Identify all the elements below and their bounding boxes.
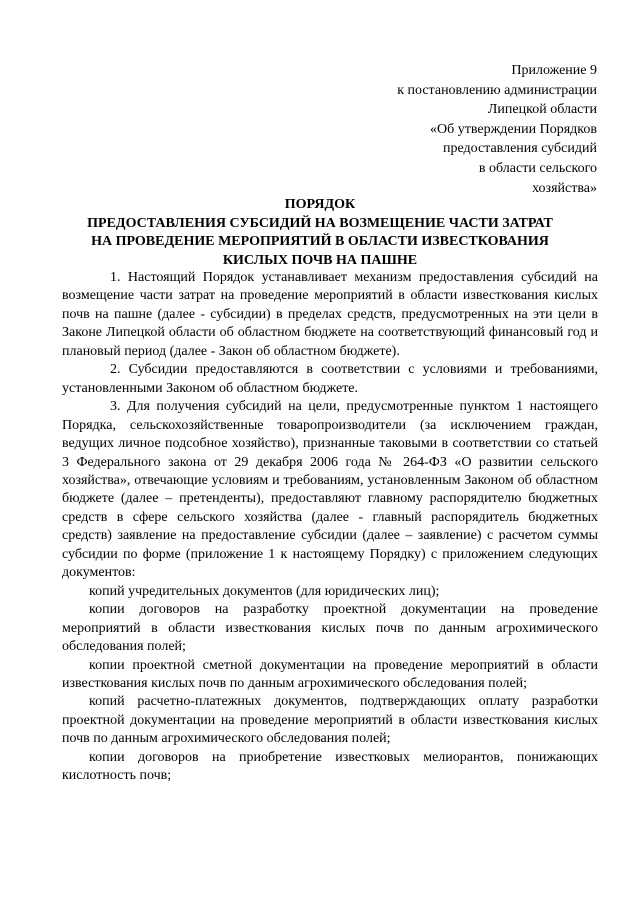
paragraph-1: 1. Настоящий Порядок устанавливает механизм предоставления субсидий на возмещение части затрат на проведение мероприятий в области известкования кислых почв на пашне (далее - субсидии) в пределах средств, предусмотренных на эти цели в Законе Липецкой области об областном бюджете на соответствующий финансовый год и плановый период (далее - Закон об областном бюджете). (62, 270, 598, 359)
appendix-line: к постановлению администрации (397, 82, 597, 98)
list-item: копии договоров на приобретение известковых мелиорантов, понижающих кислотность почв; (62, 749, 598, 784)
title-line: КИСЛЫХ ПОЧВ НА ПАШНЕ (222, 252, 418, 268)
list-item: копий расчетно-платежных документов, подтверждающих оплату разработки проектной документации на проведение мероприятий в области известкования кислых почв по данным агрохимического обследования полей; (62, 694, 598, 747)
list-item: копий учредительных документов (для юридических лиц); (89, 583, 440, 599)
title-line: НА ПРОВЕДЕНИЕ МЕРОПРИЯТИЙ В ОБЛАСТИ ИЗВЕСТКОВАНИЯ (91, 234, 549, 250)
list-item: копии договоров на разработку проектной документации на проведение мероприятий в области известкования кислых почв по данным агрохимического обследования полей; (62, 602, 598, 655)
appendix-line: в области сельского (478, 160, 597, 176)
paragraph-3: 3. Для получения субсидий на цели, предусмотренные пунктом 1 настоящего Порядка, сельскохозяйственные товаропроизводители (за исключением граждан, ведущих личное подсобное хозяйство), признанные таковыми в соответствии со статьей 3 Федерального закона от 29 декабря 2006 года № 264-ФЗ «О развитии сельского хозяйства», отвечающие условиям и требованиям, установленным Законом об областном бюджете (далее – претенденты), предоставляют главному распорядителю бюджетных средств в сфере сельского хозяйства (далее - главный распорядитель бюджетных средств) заявление на предоставление субсидии (далее – заявление) с расчетом суммы субсидии по форме (приложение 1 к настоящему Порядку) с приложением следующих документов: (62, 399, 598, 581)
appendix-line: хозяйства» (532, 180, 597, 196)
list-item: копии проектной сметной документации на проведение мероприятий в области известкования кислых почв по данным агрохимического обследования полей; (62, 657, 598, 691)
appendix-line: Липецкой области (487, 102, 597, 118)
document-body (62, 269, 598, 786)
appendix-line: Приложение 9 (511, 63, 597, 78)
title-line: ПРЕДОСТАВЛЕНИЯ СУБСИДИЙ НА ВОЗМЕЩЕНИЕ ЧАСТИ ЗАТРАТ (87, 215, 553, 231)
appendix-line: предоставления субсидий (442, 141, 597, 157)
appendix-header (397, 61, 597, 198)
paragraph-2: 2. Субсидии предоставляются в соответствии с условиями и требованиями, установленными Законом об областном бюджете. (62, 362, 598, 396)
document-title (60, 196, 580, 270)
appendix-line: «Об утверждении Порядков (430, 121, 597, 137)
title-line: ПОРЯДОК (284, 197, 356, 212)
